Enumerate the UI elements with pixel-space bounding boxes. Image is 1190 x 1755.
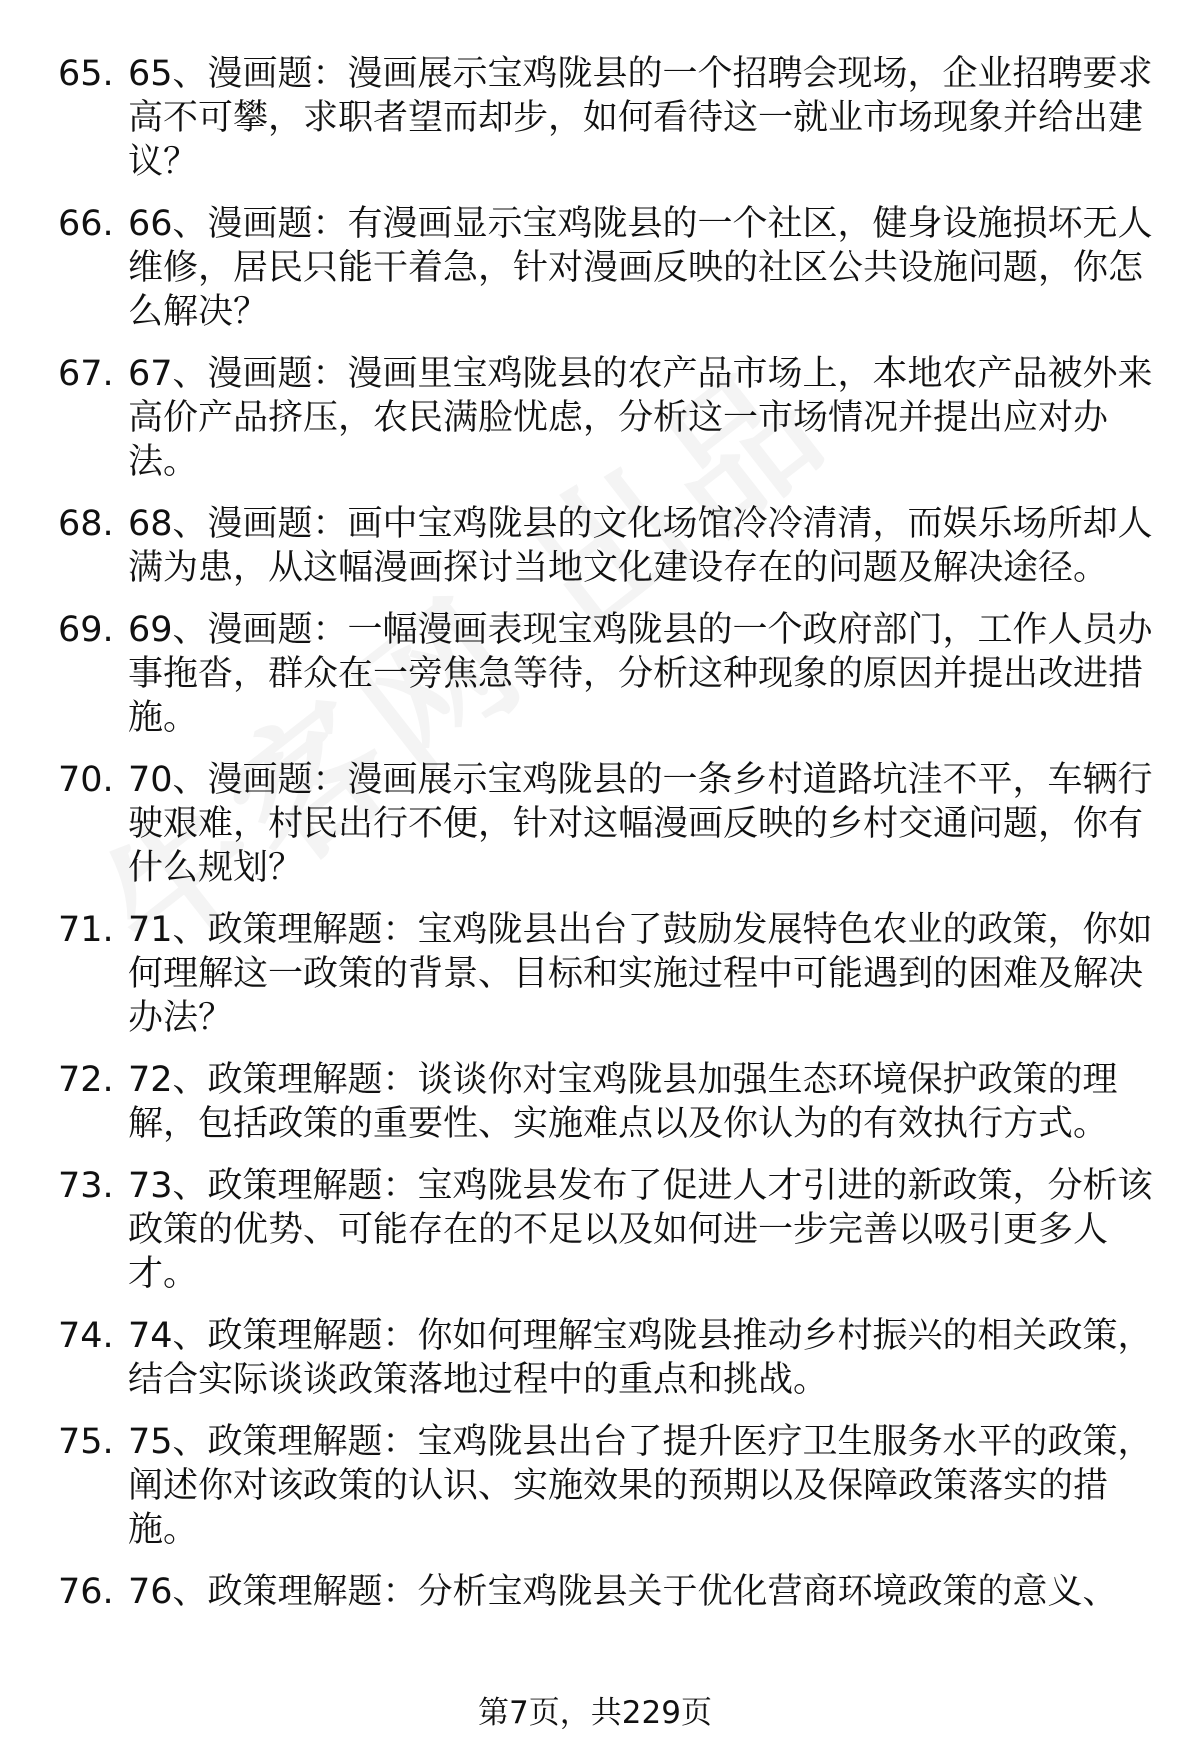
question-text: 65、漫画题：漫画展示宝鸡陇县的一个招聘会现场，企业招聘要求高不可攀，求职者望而却步，如何看待这一就业市场现象并给出建议？ [128, 54, 1153, 182]
question-text: 69、漫画题：一幅漫画表现宝鸡陇县的一个政府部门，工作人员办事拖沓，群众在一旁焦急等待，分析这种现象的原因并提出改进措施。 [128, 610, 1153, 738]
list-item [58, 758, 1158, 890]
question-number: 72. [58, 1060, 114, 1100]
question-text: 74、政策理解题：你如何理解宝鸡陇县推动乡村振兴的相关政策，结合实际谈谈政策落地过程中的重点和挑战。 [128, 1316, 1153, 1400]
list-item [58, 352, 1158, 484]
question-text: 73、政策理解题：宝鸡陇县发布了促进人才引进的新政策，分析该政策的优势、可能存在的不足以及如何进一步完善以吸引更多人才。 [128, 1166, 1153, 1294]
question-number: 66. [58, 204, 114, 244]
question-list [58, 52, 1158, 1632]
list-item [58, 908, 1158, 1040]
question-text: 75、政策理解题：宝鸡陇县出台了提升医疗卫生服务水平的政策，阐述你对该政策的认识、实施效果的预期以及保障政策落实的措施。 [128, 1422, 1153, 1550]
question-text: 71、政策理解题：宝鸡陇县出台了鼓励发展特色农业的政策，你如何理解这一政策的背景、目标和实施过程中可能遇到的困难及解决办法？ [128, 910, 1153, 1038]
list-item [58, 1164, 1158, 1296]
question-text: 72、政策理解题：谈谈你对宝鸡陇县加强生态环境保护政策的理解，包括政策的重要性、实施难点以及你认为的有效执行方式。 [128, 1060, 1118, 1144]
question-text: 70、漫画题：漫画展示宝鸡陇县的一条乡村道路坑洼不平，车辆行驶艰难，村民出行不便，针对这幅漫画反映的乡村交通问题，你有什么规划？ [128, 760, 1153, 888]
question-text: 68、漫画题：画中宝鸡陇县的文化场馆冷冷清清，而娱乐场所却人满为患，从这幅漫画探讨当地文化建设存在的问题及解决途径。 [128, 504, 1153, 588]
page-footer: 第7页，共229页 [478, 1695, 712, 1731]
list-item [58, 1420, 1158, 1552]
question-number: 74. [58, 1316, 114, 1356]
list-item [58, 502, 1158, 590]
question-number: 67. [58, 354, 114, 394]
list-item [58, 202, 1158, 334]
question-number: 76. [58, 1572, 114, 1612]
question-number: 71. [58, 910, 114, 950]
question-text: 67、漫画题：漫画里宝鸡陇县的农产品市场上，本地农产品被外来高价产品挤压，农民满脸忧虑，分析这一市场情况并提出应对办法。 [128, 354, 1153, 482]
question-number: 65. [58, 54, 114, 94]
question-text: 76、政策理解题：分析宝鸡陇县关于优化营商环境政策的意义、 [128, 1572, 1118, 1612]
list-item [58, 608, 1158, 740]
question-number: 75. [58, 1422, 114, 1462]
question-number: 73. [58, 1166, 114, 1206]
list-item [58, 1314, 1158, 1402]
question-text: 66、漫画题：有漫画显示宝鸡陇县的一个社区，健身设施损坏无人维修，居民只能干着急，针对漫画反映的社区公共设施问题，你怎么解决？ [128, 204, 1153, 332]
question-number: 70. [58, 760, 114, 800]
list-item [58, 52, 1158, 184]
list-item [58, 1570, 1158, 1614]
list-item [58, 1058, 1158, 1146]
question-number: 68. [58, 504, 114, 544]
question-number: 69. [58, 610, 114, 650]
